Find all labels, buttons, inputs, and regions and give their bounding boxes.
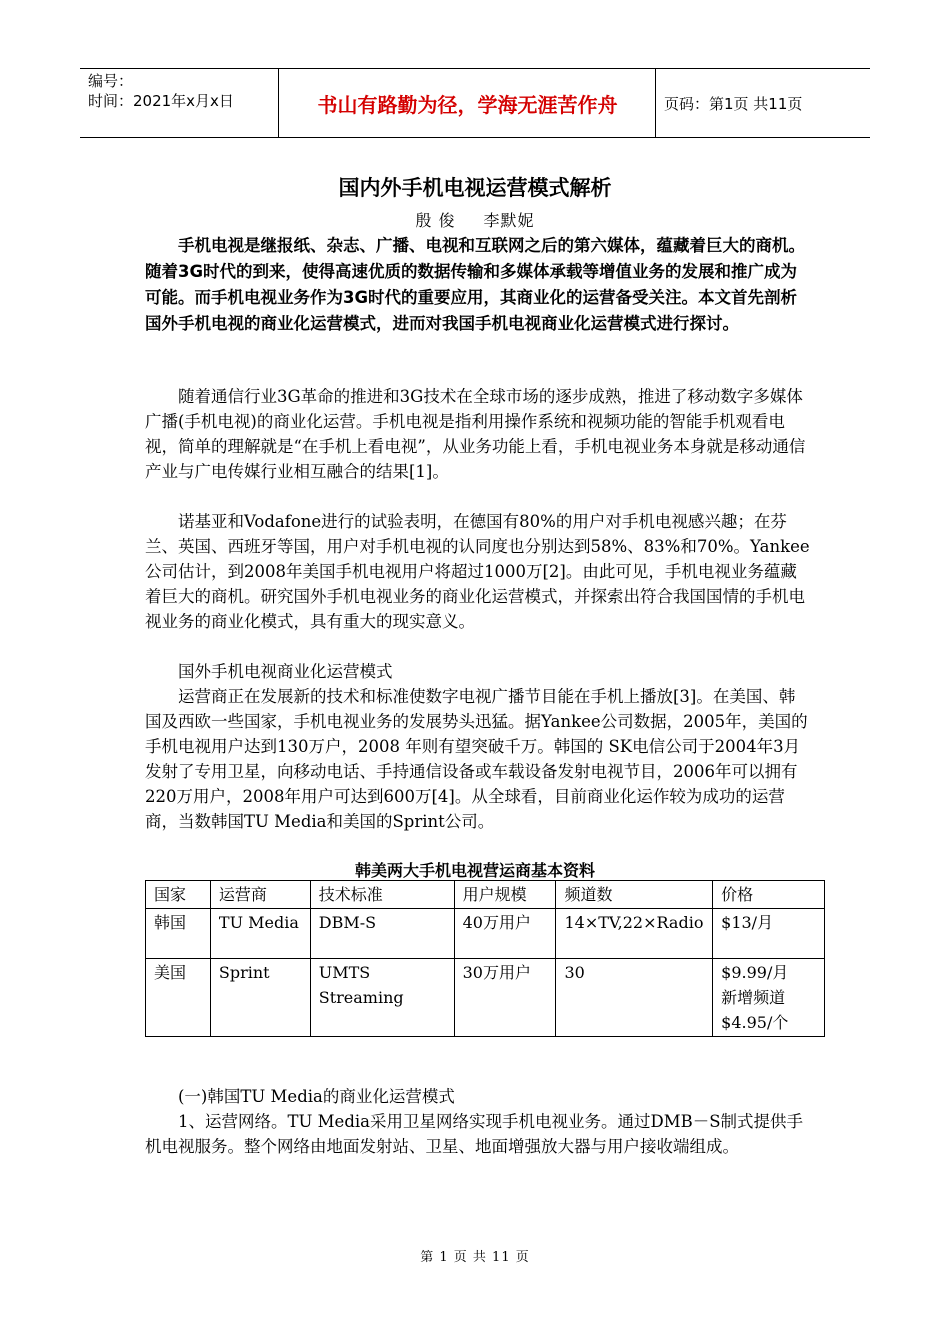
table-cell: DBM-S <box>310 909 454 959</box>
table-cell: 14×TV,22×Radio <box>556 909 713 959</box>
table-header: 国家 <box>146 881 211 909</box>
table-cell-price <box>713 959 825 1037</box>
section-heading-2: (一)韩国TU Media的商业化运营模式 <box>178 1087 455 1106</box>
table-cell: TU Media <box>210 909 310 959</box>
table-caption: 韩美两大手机电视营运商基本资料 <box>354 861 595 880</box>
author-1: 殷 俊 <box>415 211 456 230</box>
page-footer: 第 1 页 共 11 页 <box>420 1250 530 1265</box>
table-cell: UMTS Streaming <box>310 959 454 1037</box>
table-header: 频道数 <box>556 881 713 909</box>
table-header: 技术标准 <box>310 881 454 909</box>
number-label: 编号： <box>88 72 134 90</box>
header-page-info: 页码：第1页 共11页 <box>664 94 803 113</box>
price-line: $9.99/月 <box>721 963 789 982</box>
table-cell: 30 <box>556 959 713 1037</box>
table-cell: $13/月 <box>713 909 825 959</box>
abstract: 手机电视是继报纸、杂志、广播、电视和互联网之后的第六媒体，蕴藏着巨大的商机。随着3G时代的到来，使得高速优质的数据传输和多媒体承载等增值业务的发展和推广成为可能。而手机电视业务作为3G时代的重要应用，其商业化的运营备受关注。本文首先剖析国外手机电视的商业化运营模式，进而对我国手机电视商业化运营模式进行探讨。 <box>145 236 805 333</box>
table-cell: 韩国 <box>146 909 211 959</box>
price-line: 新增频道 <box>721 988 786 1007</box>
paragraph-1: 随着通信行业3G革命的推进和3G技术在全球市场的逐步成熟，推进了移动数字多媒体广播(手机电视)的商业化运营。手机电视是指利用操作系统和视频功能的智能手机观看电视，简单的理解就是“在手机上看电视”，从业务功能上看，手机电视业务本身就是移动通信产业与广电传媒行业相互融合的结果[1]。 <box>145 387 806 481</box>
header-table <box>80 68 870 138</box>
table-header-row <box>146 881 825 909</box>
header-motto: 书山有路勤为径，学海无涯苦作舟 <box>280 69 656 137</box>
authors <box>0 208 950 231</box>
table-row <box>146 909 825 959</box>
paragraph-4: 1、运营网络。TU Media采用卫星网络实现手机电视业务。通过DMB－S制式提供手机电视服务。整个网络由地面发射站、卫星、地面增强放大器与用户接收端组成。 <box>145 1112 804 1156</box>
page-title: 国内外手机电视运营模式解析 <box>338 176 612 200</box>
table-cell: 美国 <box>146 959 211 1037</box>
operators-table <box>145 880 825 1037</box>
table-header: 价格 <box>713 881 825 909</box>
header-meta <box>80 69 279 137</box>
section-heading-1: 国外手机电视商业化运营模式 <box>178 662 393 681</box>
price-line: $4.95/个 <box>721 1013 789 1032</box>
table-header: 用户规模 <box>454 881 556 909</box>
time-label: 时间：2021年x月x日 <box>88 92 234 110</box>
table-header: 运营商 <box>210 881 310 909</box>
paragraph-3: 运营商正在发展新的技术和标准使数字电视广播节目能在手机上播放[3]。在美国、韩国及西欧一些国家，手机电视业务的发展势头迅猛。据Yankee公司数据，2005年，美国的手机电视用户达到130万户，2008 年则有望突破千万。韩国的 SK电信公司于2004年3月发射了专用卫星，向移动电话、手持通信设备或车载设备发射电视节目，2006年可以拥有 220万用户，2008年用户可达到600万[4]。从全球看，目前商业化运作较为成功的运营商，当数韩国TU Media和美国的Sprint公司。 <box>145 687 808 831</box>
author-2: 李默妮 <box>483 211 535 230</box>
paragraph-2: 诺基亚和Vodafone进行的试验表明，在德国有80%的用户对手机电视感兴趣；在芬兰、英国、西班牙等国，用户对手机电视的认同度也分别达到58%、83%和70%。Yankee公司估计，到2008年美国手机电视用户将超过1000万[2]。由此可见，手机电视业务蕴藏着巨大的商机。研究国外手机电视业务的商业化运营模式，并探索出符合我国国情的手机电视业务的商业化模式，具有重大的现实意义。 <box>145 512 810 631</box>
table-cell: 40万用户 <box>454 909 556 959</box>
table-row <box>146 959 825 1037</box>
table-cell: 30万用户 <box>454 959 556 1037</box>
table-cell: Sprint <box>210 959 310 1037</box>
